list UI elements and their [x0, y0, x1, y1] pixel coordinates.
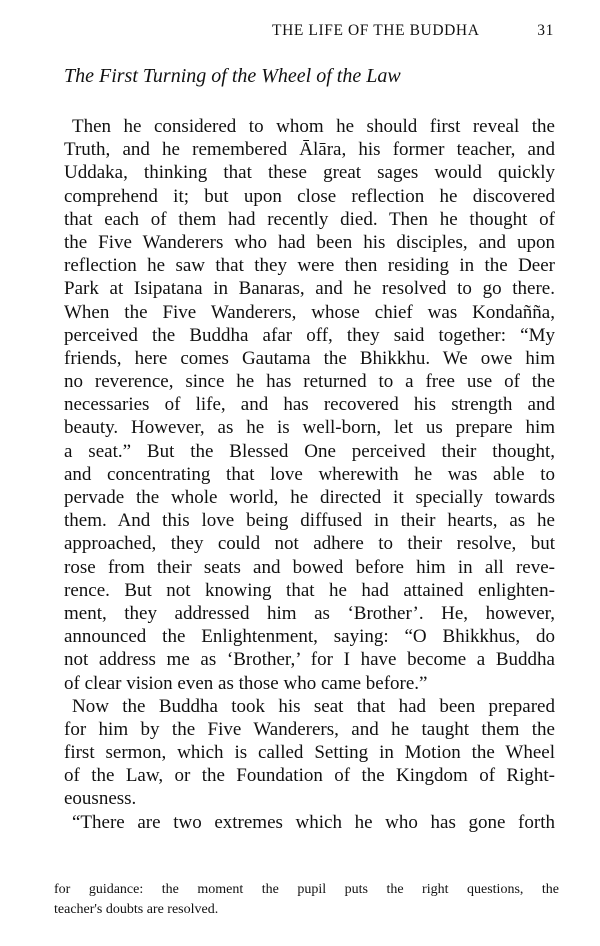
- running-head-title: THE LIFE OF THE BUDDHA: [272, 22, 480, 39]
- text-line: Park at Isipatana in Banaras, and he resolved to go there.: [64, 278, 555, 300]
- text-line: approached, they could not adhere to their resolve, but: [64, 533, 555, 555]
- page-number: 31: [537, 22, 554, 39]
- text-line: that each of them had recently died. Then he thought of: [64, 208, 555, 230]
- running-head: [272, 22, 554, 40]
- text-line: not address me as ‘Brother,’ for I have become a Buddha: [64, 649, 555, 671]
- section-heading: The First Turning of the Wheel of the Law: [64, 65, 401, 87]
- footnote-line: teacher's doubts are resolved.: [54, 902, 219, 917]
- text-line: announced the Enlightenment, saying: “O Bhikkhus, do: [64, 626, 555, 648]
- text-line: and concentrating that love wherewith he was able to: [64, 463, 555, 485]
- text-line: ment, they addressed him as ‘Brother’. He, however,: [64, 602, 555, 624]
- text-line: first sermon, which is called Setting in Motion the Wheel: [64, 742, 555, 764]
- text-line: necessaries of life, and has recovered his strength and: [64, 394, 555, 416]
- text-line: Now the Buddha took his seat that had been prepared: [72, 695, 555, 717]
- text-line: Truth, and he remembered Ālāra, his former teacher, and: [64, 139, 555, 161]
- text-line: of the Law, or the Foundation of the Kingdom of Right-: [64, 765, 555, 787]
- text-line: rence. But not knowing that he had attained enlighten-: [64, 579, 555, 601]
- text-line: rose from their seats and bowed before him in all reve-: [64, 556, 555, 578]
- footnote-line: for guidance: the moment the pupil puts the right questions, the: [54, 882, 559, 897]
- text-line: of clear vision even as those who came before.”: [64, 672, 428, 694]
- text-line: eousness.: [64, 788, 137, 810]
- text-line: perceived the Buddha afar off, they said together: “My: [64, 324, 555, 346]
- text-line: reflection he saw that they were then residing in the Deer: [64, 255, 555, 277]
- text-line: When the Five Wanderers, whose chief was Kondañña,: [64, 301, 555, 323]
- footnote: [54, 880, 559, 920]
- text-line: the Five Wanderers who had been his disciples, and upon: [64, 231, 555, 253]
- text-line: Uddaka, thinking that these great sages would quickly: [64, 162, 555, 184]
- text-line: beauty. However, as he is well-born, let us prepare him: [64, 417, 555, 439]
- text-line: them. And this love being diffused in their hearts, as he: [64, 510, 555, 532]
- text-line: “There are two extremes which he who has gone forth: [72, 811, 555, 833]
- body-text: [64, 115, 555, 834]
- text-line: a seat.” But the Blessed One perceived their thought,: [64, 440, 555, 462]
- text-line: pervade the whole world, he directed it specially towards: [64, 487, 555, 508]
- text-line: friends, here comes Gautama the Bhikkhu. We owe him: [64, 347, 555, 369]
- text-line: for him by the Five Wanderers, and he taught them the: [64, 718, 555, 740]
- text-line: Then he considered to whom he should first reveal the: [72, 116, 555, 137]
- text-line: no reverence, since he has returned to a free use of the: [64, 371, 555, 393]
- text-line: comprehend it; but upon close reflection he discovered: [64, 185, 555, 207]
